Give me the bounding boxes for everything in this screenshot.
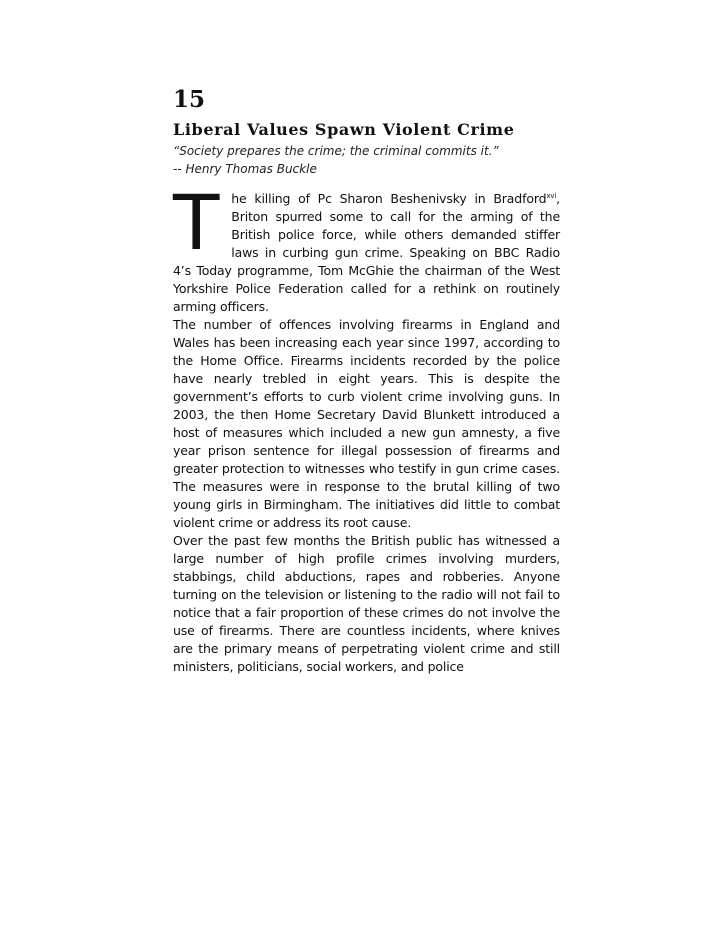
epigraph-quote: “Society prepares the crime; the criminal commits it.” [173, 144, 499, 158]
paragraph-second: The number of offences involving firearms in England and Wales has been increasing each year since 1997, according to the Home Office. Firearms incidents recorded by the police have nearly trebled in eight years. This is despite the government’s efforts to curb violent crime involving guns. In 2003, the then Home Secretary David Blunkett introduced a host of measures which included a new gun amnesty, a five year prison sentence for illegal possession of firearms and greater protection to witnesses who testify in gun crime cases. The measures were in response to the brutal killing of two young girls in Birmingham. The initiatives did little to combat violent crime or address its root cause. [173, 317, 560, 530]
footnote-reference: xvi [546, 191, 557, 200]
paragraph-first-text-end: , Briton spurred some to call for the arming of the British police force, while others demanded stiffer laws in curbing gun crime. Speaking on BBC Radio 4’s Today programme, Tom McGhie the chairman of the West Yorkshire Police Federation called for a rethink on routinely arming officers. [173, 191, 560, 314]
body-text [173, 178, 560, 676]
chapter-number: 15 [173, 86, 206, 113]
epigraph [173, 142, 560, 178]
paragraph-third: Over the past few months the British public has witnessed a large number of high profile crimes involving murders, stabbings, child abductions, rapes and robberies. Anyone turning on the television or listening to the radio will not fail to notice that a fair proportion of these crimes do not involve the use of firearms. There are countless incidents, where knives are the primary means of perpetrating violent crime and still ministers, politicians, social workers, and police [173, 533, 560, 674]
chapter-title: Liberal Values Spawn Violent Crime [173, 120, 515, 139]
paragraph-first [173, 178, 560, 316]
drop-cap: T [173, 178, 220, 267]
document-page [173, 86, 560, 676]
epigraph-attribution: -- Henry Thomas Buckle [173, 162, 317, 176]
paragraph-first-text-start: he killing of Pc Sharon Beshenivsky in Bradford [231, 191, 547, 206]
